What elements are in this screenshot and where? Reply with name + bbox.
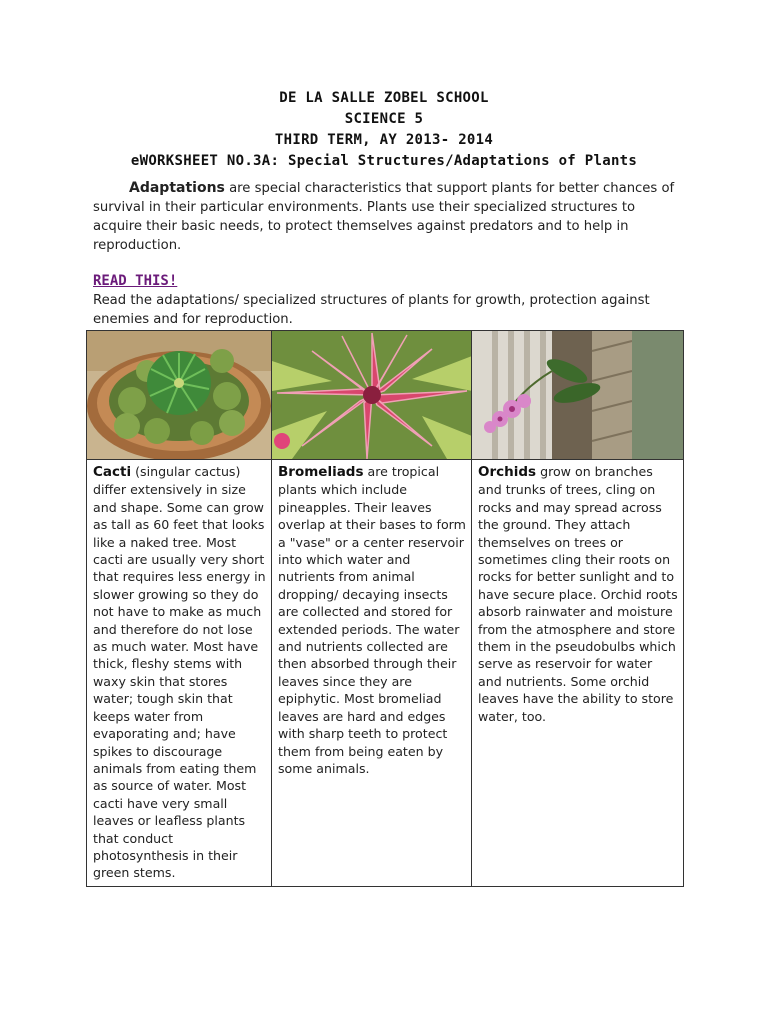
bromeliads-text: are tropical plants which include pineapples. Their leaves overlap at their bases to form a "vase" or a center reservoir into which water and nutrients from animal dropping/ decaying insects are collected and stored for extended periods. The water and nutrients collected are then absorbed through their leaves since they are epiphytic. Most bromeliad leaves are hard and edges with sharp teeth to protect them from being eaten by some animals. — [278, 464, 466, 776]
orchids-text: grow on branches and trunks of trees, cling on rocks and may spread across the ground. They attach themselves on trees or sometimes cling their roots on rocks for better sunlight and to have secure place. Orchid roots absorb rainwater and moisture from the atmosphere and store them in the pseudobulbs which serve as reservoir for water and nutrients. Some orchid leaves have the ability to store water, too. — [478, 464, 678, 724]
plants-table — [86, 330, 684, 887]
bromeliad-image-cell — [272, 331, 472, 460]
orchid-photo — [472, 331, 683, 459]
read-this-text: Read the adaptations/ specialized structures of plants for growth, protection against enemies and for reproduction. — [93, 293, 650, 327]
term-title: THIRD TERM, AY 2013- 2014 — [274, 132, 494, 148]
bromeliads-cell — [272, 460, 472, 887]
table-row-images — [87, 331, 684, 460]
table-row-descriptions — [87, 460, 684, 887]
subject-title: SCIENCE 5 — [344, 111, 424, 127]
cactus-photo — [87, 331, 271, 459]
cacti-cell — [87, 460, 272, 887]
orchids-cell — [472, 460, 684, 887]
orchids-name: Orchids — [478, 464, 537, 480]
orchid-image-cell — [472, 331, 684, 460]
worksheet-title: eWORKSHEET NO.3A: Special Structures/Adaptations of Plants — [130, 153, 638, 169]
bromeliads-name: Bromeliads — [278, 464, 364, 480]
worksheet-header — [0, 88, 768, 172]
cactus-image-cell — [87, 331, 272, 460]
intro-text: are special characteristics that support plants for better chances of survival in their particular environments. Plants use their specialized structures to acquire their basic needs, to protect themselves against predators and to help in reproduction. — [93, 181, 675, 253]
bromeliad-photo — [272, 331, 471, 459]
intro-term: Adaptations — [129, 180, 225, 196]
cacti-text: (singular cactus) differ extensively in size and shape. Some can grow as tall as 60 feet that looks like a naked tree. Most cacti are usually very short that requires less energy in slower growing so they do not have to make as much and therefore do not lose as much water. Most have thick, fleshy stems with waxy skin that stores water; tough skin that keeps water from evaporating and; have spikes to discourage animals from eating them as source of water. Most cacti have very small leaves or leafless plants that conduct photosynthesis in their green stems. — [93, 464, 266, 881]
read-this-heading: READ THIS! — [93, 273, 178, 289]
bromeliads-description — [272, 460, 471, 779]
orchids-description — [472, 460, 683, 727]
intro-paragraph — [93, 179, 683, 255]
cacti-name: Cacti — [93, 464, 132, 480]
school-name: DE LA SALLE ZOBEL SCHOOL — [279, 90, 489, 106]
cacti-description — [87, 460, 271, 884]
